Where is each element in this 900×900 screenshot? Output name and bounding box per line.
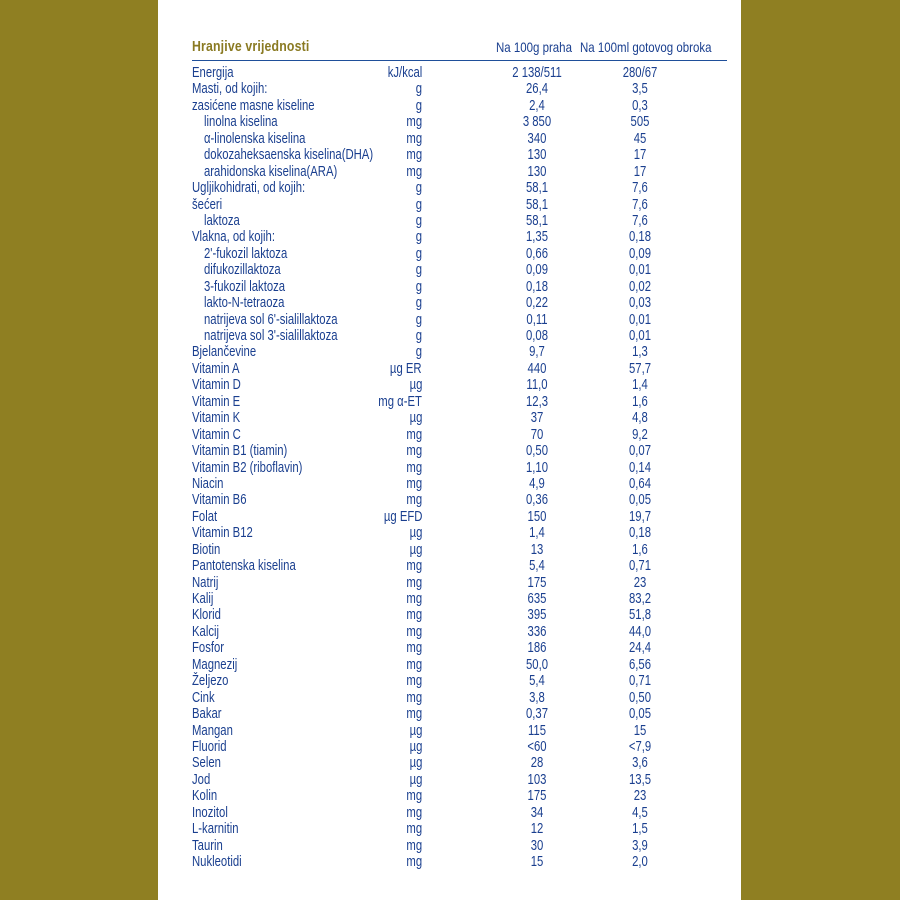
nutrient-name: Pantotenska kiselina	[192, 558, 296, 575]
value-per-100g: 103	[527, 771, 547, 788]
value-per-100g: 9,7	[529, 344, 545, 361]
table-row	[192, 279, 727, 295]
nutrient-name: Vitamin E	[192, 393, 241, 410]
table-row	[192, 558, 727, 574]
table-row	[192, 755, 727, 771]
nutrient-name: Taurin	[192, 837, 223, 854]
table-row	[192, 180, 727, 196]
value-per-100g: 11,0	[526, 377, 548, 394]
nutrient-unit: mg	[406, 574, 422, 591]
nutrient-name: Vitamin B1 (tiamin)	[192, 443, 288, 460]
nutrient-unit: mg	[406, 130, 422, 147]
value-per-100g: 0,50	[525, 443, 549, 460]
nutrient-unit: mg	[406, 656, 422, 673]
value-per-100ml: 13,5	[628, 771, 652, 788]
value-per-100g: 0,18	[525, 278, 549, 295]
value-per-100g: 0,22	[525, 295, 549, 312]
value-per-100ml: 0,02	[628, 278, 652, 295]
nutrient-unit: g	[415, 212, 422, 229]
value-per-100g: 2 138/511	[512, 65, 562, 81]
value-per-100g: 186	[527, 640, 547, 657]
value-per-100ml: 0,3	[632, 97, 648, 114]
table-row	[192, 377, 727, 393]
table-row	[192, 262, 727, 278]
nutrient-name: Vitamin A	[192, 360, 240, 377]
table-row	[192, 410, 727, 426]
nutrient-name: 3-fukozil laktoza	[204, 278, 286, 295]
nutrient-unit: mg	[406, 640, 422, 657]
value-per-100ml: <7,9	[628, 738, 652, 755]
value-per-100g: 130	[527, 163, 547, 180]
nutrient-name: Selen	[192, 755, 221, 772]
value-per-100ml: 7,6	[632, 180, 648, 197]
nutrient-unit: mg	[406, 706, 422, 723]
nutrient-name: Fluorid	[192, 738, 227, 755]
value-per-100g: 13	[530, 541, 544, 558]
table-row	[192, 640, 727, 656]
value-per-100g: 3 850	[522, 114, 552, 131]
table-header	[192, 36, 727, 61]
nutrient-name: Fosfor	[192, 640, 225, 657]
value-per-100ml: 0,18	[628, 525, 652, 542]
nutrient-name: Ugljikohidrati, od kojih:	[192, 180, 306, 197]
nutrient-name: šećeri	[192, 196, 223, 213]
table-row	[192, 213, 727, 229]
value-per-100ml: 1,6	[632, 393, 648, 410]
nutrient-unit: mg	[406, 475, 422, 492]
nutrient-name: dokozaheksaenska kiselina(DHA)	[204, 147, 374, 164]
nutrient-unit: g	[415, 311, 422, 328]
nutrient-name: Klorid	[192, 607, 221, 624]
table-row	[192, 624, 727, 640]
label-panel	[158, 0, 741, 900]
table-row	[192, 575, 727, 591]
table-row	[192, 821, 727, 837]
value-per-100g: 58,1	[525, 212, 549, 229]
value-per-100ml: 0,01	[628, 328, 652, 344]
nutrient-name: Vitamin B12	[192, 525, 253, 542]
nutrient-unit: mg	[406, 854, 422, 870]
nutrient-unit: mg	[406, 673, 422, 690]
nutrient-name: Cink	[192, 689, 215, 706]
value-per-100ml: 17	[633, 147, 647, 164]
table-row	[192, 344, 727, 360]
value-per-100ml: 1,4	[632, 377, 648, 394]
value-per-100ml: 0,14	[628, 459, 652, 476]
value-per-100ml: 0,01	[628, 311, 652, 328]
nutrient-unit: µg ER	[390, 360, 422, 377]
nutrient-unit: g	[415, 295, 422, 312]
table-body	[192, 65, 727, 870]
nutrient-unit: µg	[409, 722, 422, 739]
nutrient-unit: µg	[409, 755, 422, 772]
value-per-100g: 4,9	[529, 475, 545, 492]
value-per-100ml: 2,0	[632, 854, 648, 870]
value-per-100ml: 0,50	[628, 689, 652, 706]
value-per-100g: 26,4	[525, 81, 549, 98]
table-row	[192, 443, 727, 459]
table-row	[192, 394, 727, 410]
value-per-100g: 115	[527, 722, 547, 739]
nutrient-unit: mg	[406, 623, 422, 640]
value-per-100g: 0,11	[526, 311, 548, 328]
value-per-100ml: 23	[633, 574, 647, 591]
value-per-100ml: 9,2	[632, 426, 648, 443]
value-per-100g: 635	[527, 591, 547, 607]
nutrient-name: Željezo	[192, 673, 229, 690]
nutrient-unit: µg	[409, 377, 422, 394]
value-per-100g: 175	[527, 574, 547, 591]
table-row	[192, 657, 727, 673]
value-per-100g: 5,4	[529, 558, 545, 575]
nutrient-name: arahidonska kiselina(ARA)	[204, 163, 338, 180]
nutrient-unit: mg	[406, 558, 422, 575]
table-row	[192, 607, 727, 623]
value-per-100ml: 0,64	[628, 475, 652, 492]
nutrient-unit: µg	[409, 541, 422, 558]
nutrient-unit: mg	[406, 459, 422, 476]
nutrient-unit: g	[415, 278, 422, 295]
nutrient-name: natrijeva sol 3'-sialillaktoza	[204, 328, 338, 344]
nutrient-unit: µg	[409, 771, 422, 788]
nutrient-name: 2'-fukozil laktoza	[204, 245, 288, 262]
value-per-100ml: 4,8	[632, 410, 648, 427]
table-row	[192, 509, 727, 525]
nutrient-unit: µg	[409, 738, 422, 755]
nutrient-name: zasićene masne kiseline	[192, 97, 315, 114]
nutrient-unit: mg	[406, 821, 422, 838]
table-row	[192, 295, 727, 311]
value-per-100ml: 45	[633, 130, 647, 147]
table-row	[192, 246, 727, 262]
value-per-100ml: 3,5	[632, 81, 648, 98]
value-per-100g: 0,36	[525, 492, 549, 509]
value-per-100ml: 23	[633, 788, 647, 805]
nutrient-unit: mg	[406, 492, 422, 509]
value-per-100ml: 15	[633, 722, 647, 739]
nutrient-name: difukozillaktoza	[204, 262, 281, 279]
nutrient-name: Masti, od kojih:	[192, 81, 268, 98]
table-row	[192, 460, 727, 476]
nutrient-unit: mg	[406, 689, 422, 706]
table-row	[192, 788, 727, 804]
table-row	[192, 328, 727, 344]
value-per-100g: 1,4	[529, 525, 545, 542]
table-row	[192, 476, 727, 492]
value-per-100ml: 1,6	[632, 541, 648, 558]
nutrient-unit: g	[415, 97, 422, 114]
nutrient-unit: mg	[406, 804, 422, 821]
table-row	[192, 739, 727, 755]
table-row	[192, 229, 727, 245]
nutrient-name: Niacin	[192, 475, 224, 492]
nutrient-name: Vitamin B2 (riboflavin)	[192, 459, 303, 476]
value-per-100ml: 7,6	[632, 212, 648, 229]
value-per-100ml: 4,5	[632, 804, 648, 821]
value-per-100g: 395	[527, 607, 547, 624]
table-row	[192, 854, 727, 870]
value-per-100ml: 0,03	[628, 295, 652, 312]
nutrient-unit: mg	[406, 607, 422, 624]
table-row	[192, 525, 727, 541]
nutrient-name: Vlakna, od kojih:	[192, 229, 275, 246]
column-header-per-100ml: Na 100ml gotovog obroka	[580, 39, 712, 55]
value-per-100ml: 83,2	[628, 591, 652, 607]
nutrient-unit: mg α-ET	[378, 393, 422, 410]
value-per-100ml: 1,5	[632, 821, 648, 838]
value-per-100ml: 24,4	[628, 640, 652, 657]
table-row	[192, 197, 727, 213]
value-per-100ml: 3,9	[632, 837, 648, 854]
nutrient-name: laktoza	[204, 212, 240, 229]
value-per-100g: 336	[527, 623, 547, 640]
nutrient-name: Inozitol	[192, 804, 228, 821]
table-row	[192, 542, 727, 558]
nutrient-name: α-linolenska kiselina	[204, 130, 306, 147]
table-row	[192, 147, 727, 163]
value-per-100ml: 0,07	[628, 443, 652, 460]
table-row	[192, 492, 727, 508]
nutrient-unit: µg EFD	[383, 508, 422, 525]
value-per-100g: 28	[530, 755, 544, 772]
nutrient-unit: g	[415, 245, 422, 262]
table-row	[192, 838, 727, 854]
value-per-100g: 0,66	[525, 245, 549, 262]
value-per-100g: 12,3	[525, 393, 549, 410]
value-per-100g: 50,0	[525, 656, 549, 673]
nutrition-table	[192, 36, 727, 870]
nutrient-name: Kalij	[192, 591, 214, 607]
value-per-100ml: 0,09	[628, 245, 652, 262]
table-row	[192, 427, 727, 443]
nutrient-name: natrijeva sol 6'-sialillaktoza	[204, 311, 338, 328]
nutrient-name: L-karnitin	[192, 821, 239, 838]
value-per-100ml: 3,6	[632, 755, 648, 772]
nutrient-unit: mg	[406, 788, 422, 805]
nutrient-unit: mg	[406, 114, 422, 131]
nutrient-name: Bjelančevine	[192, 344, 257, 361]
table-row	[192, 98, 727, 114]
nutrient-name: Energija	[192, 65, 234, 81]
value-per-100ml: 51,8	[628, 607, 652, 624]
nutrient-unit: µg	[409, 525, 422, 542]
nutrient-unit: g	[415, 328, 422, 344]
table-row	[192, 673, 727, 689]
value-per-100g: <60	[527, 738, 547, 755]
value-per-100g: 2,4	[529, 97, 545, 114]
nutrient-name: Biotin	[192, 541, 221, 558]
value-per-100g: 58,1	[525, 180, 549, 197]
nutrient-unit: g	[415, 81, 422, 98]
value-per-100ml: 0,05	[628, 706, 652, 723]
value-per-100ml: 0,18	[628, 229, 652, 246]
value-per-100g: 150	[527, 508, 547, 525]
value-per-100g: 130	[527, 147, 547, 164]
value-per-100ml: 1,3	[632, 344, 648, 361]
value-per-100g: 58,1	[525, 196, 549, 213]
value-per-100g: 0,37	[525, 706, 549, 723]
value-per-100ml: 280/67	[622, 65, 658, 81]
table-row	[192, 706, 727, 722]
value-per-100g: 3,8	[529, 689, 545, 706]
value-per-100g: 1,10	[525, 459, 549, 476]
table-row	[192, 114, 727, 130]
value-per-100g: 70	[530, 426, 544, 443]
value-per-100ml: 0,71	[628, 673, 652, 690]
table-row	[192, 164, 727, 180]
table-row	[192, 690, 727, 706]
nutrient-name: Jod	[192, 771, 211, 788]
nutrient-unit: mg	[406, 426, 422, 443]
nutrient-name: Kolin	[192, 788, 218, 805]
nutrient-name: Mangan	[192, 722, 233, 739]
nutrient-unit: kJ/kcal	[387, 65, 422, 81]
value-per-100ml: 0,05	[628, 492, 652, 509]
nutrient-unit: mg	[406, 147, 422, 164]
nutrient-name: Vitamin C	[192, 426, 241, 443]
nutrient-unit: mg	[406, 591, 422, 607]
nutrient-name: Folat	[192, 508, 218, 525]
table-row	[192, 81, 727, 97]
value-per-100g: 175	[527, 788, 547, 805]
nutrient-unit: g	[415, 180, 422, 197]
nutrient-name: Vitamin K	[192, 410, 241, 427]
nutrient-unit: g	[415, 196, 422, 213]
nutrient-unit: g	[415, 229, 422, 246]
value-per-100g: 1,35	[525, 229, 549, 246]
value-per-100g: 0,09	[525, 262, 549, 279]
value-per-100g: 440	[527, 360, 547, 377]
value-per-100ml: 44,0	[628, 623, 652, 640]
value-per-100g: 340	[527, 130, 547, 147]
table-row	[192, 65, 727, 81]
nutrient-unit: mg	[406, 443, 422, 460]
value-per-100ml: 19,7	[628, 508, 652, 525]
value-per-100g: 15	[530, 854, 544, 870]
nutrient-name: lakto-N-tetraoza	[204, 295, 285, 312]
nutrient-name: Magnezij	[192, 656, 238, 673]
nutrient-name: Natrij	[192, 574, 219, 591]
column-header-per-100g: Na 100g praha	[496, 39, 572, 55]
nutrient-name: Vitamin B6	[192, 492, 247, 509]
value-per-100ml: 0,71	[628, 558, 652, 575]
nutrient-name: Vitamin D	[192, 377, 241, 394]
value-per-100ml: 505	[630, 114, 650, 131]
value-per-100g: 37	[530, 410, 544, 427]
nutrient-unit: µg	[409, 410, 422, 427]
value-per-100ml: 6,56	[628, 656, 652, 673]
value-per-100g: 0,08	[525, 328, 549, 344]
nutrient-name: Nukleotidi	[192, 854, 242, 870]
value-per-100g: 5,4	[529, 673, 545, 690]
value-per-100ml: 57,7	[628, 360, 652, 377]
table-row	[192, 312, 727, 328]
nutrient-unit: g	[415, 262, 422, 279]
table-title: Hranjive vrijednosti	[192, 38, 310, 55]
value-per-100ml: 17	[633, 163, 647, 180]
nutrient-unit: g	[415, 344, 422, 361]
value-per-100g: 12	[530, 821, 544, 838]
table-row	[192, 805, 727, 821]
nutrient-name: linolna kiselina	[204, 114, 278, 131]
table-row	[192, 591, 727, 607]
value-per-100g: 30	[530, 837, 544, 854]
nutrient-unit: mg	[406, 837, 422, 854]
value-per-100ml: 0,01	[628, 262, 652, 279]
value-per-100g: 34	[530, 804, 544, 821]
value-per-100ml: 7,6	[632, 196, 648, 213]
nutrient-name: Bakar	[192, 706, 222, 723]
table-row	[192, 723, 727, 739]
table-row	[192, 131, 727, 147]
nutrient-unit: mg	[406, 163, 422, 180]
table-row	[192, 361, 727, 377]
table-row	[192, 772, 727, 788]
nutrient-name: Kalcij	[192, 623, 220, 640]
